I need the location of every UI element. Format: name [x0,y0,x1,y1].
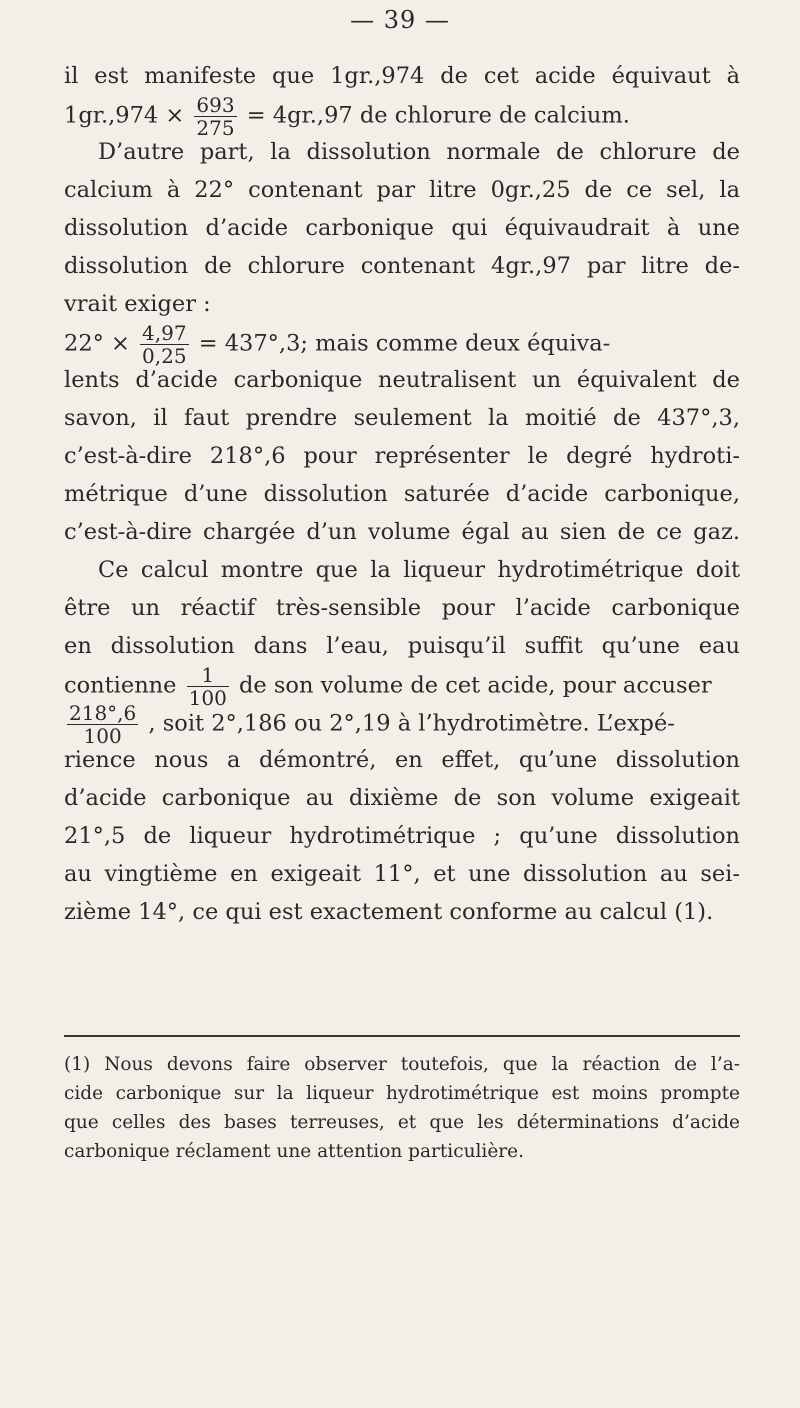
text-line: 21°,5 de liqueur hydrotimétrique ; qu’une dissolution [64,823,740,849]
fraction [187,665,229,708]
footnote-line: que celles des bases terreuses, et que les déterminations d’acide [64,1112,740,1133]
text-line: au vingtième en exigeait 11°, et une dissolution au sei- [64,861,740,887]
fraction [140,323,189,366]
fraction-denominator: 100 [188,686,227,710]
text-line: Ce calcul montre que la liqueur hydrotimétrique doit [98,557,740,583]
text-line: il est manifeste que 1gr.,974 de cet acide équivaut à [64,63,740,89]
fraction-denominator: 100 [83,724,122,748]
text-line: c’est-à-dire 218°,6 pour représenter le degré hydroti- [64,443,740,469]
main-text [64,57,740,931]
footnote-line: carbonique réclament une attention particulière. [64,1141,524,1162]
equation-line [64,321,740,368]
equation-right: = 4gr.,97 de chlorure de calcium. [246,102,630,129]
footnote-line: (1) Nous devons faire observer toutefois, que la réaction de l’a- [64,1054,740,1075]
footnote-line: cide carbonique sur la liqueur hydrotimétrique est moins prompte [64,1083,740,1104]
equation-left: contienne [64,672,177,699]
fraction-denominator: 0,25 [142,344,187,368]
text-line: calcium à 22° contenant par litre 0gr.,25 de ce sel, la [64,177,740,203]
fraction [67,703,138,746]
equation-line [64,93,740,140]
equation-left: 1gr.,974 × [64,102,185,129]
text-line: rience nous a démontré, en effet, qu’une dissolution [64,747,740,773]
fraction-numerator: 4,97 [142,321,187,345]
text-line: lents d’acide carbonique neutralisent un équivalent de [64,367,740,393]
equation-line [64,701,740,748]
equation-right: = 437°,3; mais comme deux équiva- [198,330,611,357]
text-line: zième 14°, ce qui est exactement conforme au calcul (1). [64,899,714,925]
text-line: dissolution de chlorure contenant 4gr.,97 par litre de- [64,253,740,279]
fraction-numerator: 1 [187,665,229,687]
text-line: être un réactif très-sensible pour l’acide carbonique [64,595,740,621]
text-line: en dissolution dans l’eau, puisqu’il suffit qu’une eau [64,633,740,659]
fraction-numerator: 218°,6 [69,701,137,725]
text-line: D’autre part, la dissolution normale de chlorure de [98,139,740,165]
equation-line [64,663,740,710]
text-line: métrique d’une dissolution saturée d’acide carbonique, [64,481,740,507]
text-line: c’est-à-dire chargée d’un volume égal au sien de ce gaz. [64,519,740,545]
text-line: savon, il faut prendre seulement la moitié de 437°,3, [64,405,740,431]
fraction-numerator: 693 [196,93,235,117]
equation-right: , soit 2°,186 ou 2°,19 à l’hydrotimètre. L’expé- [148,710,675,737]
text-line: dissolution d’acide carbonique qui équivaudrait à une [64,215,740,241]
text-line: d’acide carbonique au dixième de son volume exigeait [64,785,740,811]
equation-right: de son volume de cet acide, pour accuser [239,672,712,699]
fraction [194,95,236,138]
footnote [64,1050,740,1166]
footnote-divider [64,1035,740,1037]
page-number: — 39 — [350,6,450,34]
fraction-denominator: 275 [196,116,235,140]
text-line: vrait exiger : [64,291,211,317]
equation-left: 22° × [64,330,130,357]
